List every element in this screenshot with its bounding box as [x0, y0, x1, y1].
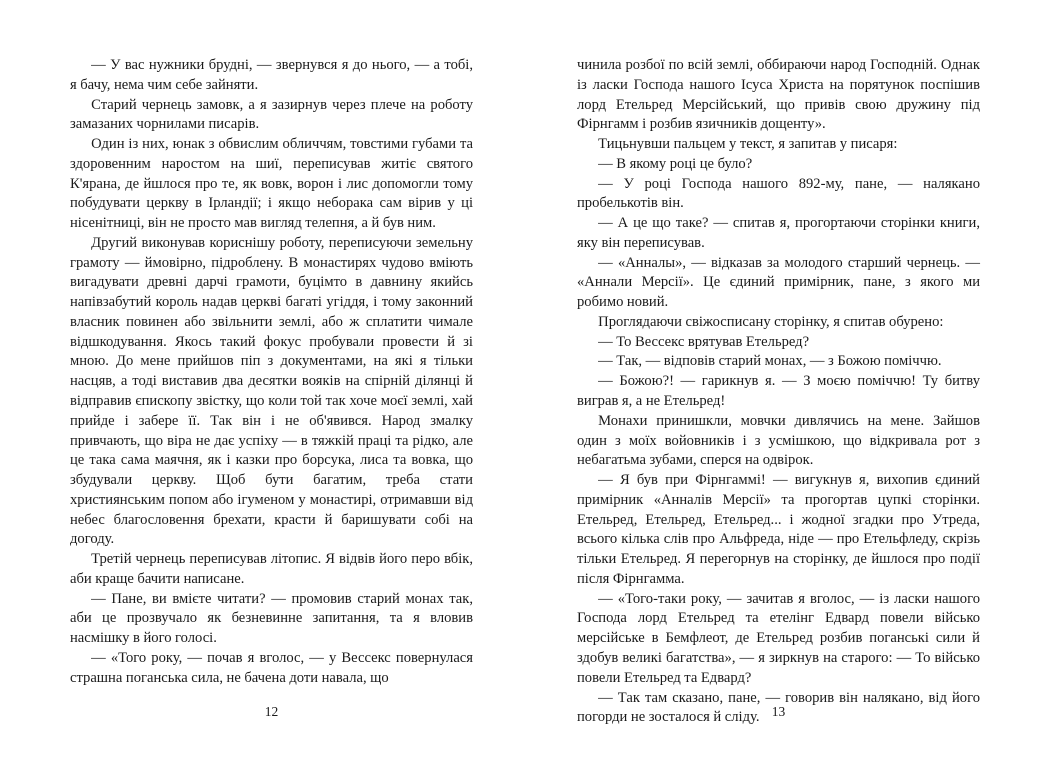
paragraph: — Божою?! — гарикнув я. — З моєю поміччю! Ту битву виграв я, а не Етельред!: [577, 373, 980, 410]
page-right-body: [577, 56, 980, 728]
paragraph: Проглядаючи свіжосписану сторінку, я спитав обурено:: [598, 313, 944, 330]
page-left: [70, 56, 525, 720]
paragraph: чинила розбої по всій землі, оббираючи народ Господній. Однак із ласки Господа нашого Ісуса Христа на порятунок поспішив лорд Етельред Мерсійський, що привів свою дружину під Фірнгамм і розбив язичників дощенту».: [577, 57, 980, 133]
paragraph: Тицьнувши пальцем у текст, я запитав у писаря:: [598, 136, 898, 153]
page-number-right: 13: [771, 704, 786, 719]
paragraph: — А це що таке? — спитав я, прогортаючи сторінки книги, яку він переписував.: [577, 215, 980, 251]
paragraph: Один із них, юнак з обвислим обличчям, товстими губами та здоровенним наростом на шиї, переписував житіє святого К'ярана, де йшлося про те, як вовк, ворон і лис допомогли тому побудувати церкву в Ірландії; і якщо неборака сам вірив у ці нісенітниці, він не просто мав вигляд телепня, а й був ним.: [70, 136, 473, 232]
paragraph: — В якому році це було?: [598, 155, 753, 172]
paragraph: — Пане, ви вмієте читати? — промовив старий монах так, аби це прозвучало як безневинне запитання, та я вловив насмішку в його голосі.: [70, 590, 473, 647]
paragraph: Монахи принишкли, мовчки дивлячись на мене. Зайшов один з моїх войовників і з усмішкою, що відкривала рот з небагатьма зубами, сперся на одвірок.: [577, 412, 980, 469]
page-number-left: 12: [264, 704, 279, 719]
paragraph: — Так, — відповів старий монах, — з Божою поміччю.: [598, 353, 942, 370]
paragraph: Другий виконував кориснішу роботу, переписуючи земельну грамоту — ймовірно, підроблену. В монастирях чудово вміють вигадувати древні дарчі грамоти, буцімто в давнину якийсь напівзабутий король надав церкві багаті угіддя, і тому законний власник повинен або звільнити землі, або ж сплатити чимале відшкодування. Якось такий фокус пробували провести й зі мною. До мене прийшов піп з документами, на які я тільки насцяв, а тоді виставив два десятки вояків на спірній ділянці й відправив єпископу звістку, що коли той так хоче моєї землі, хай прийде і забере її. Так він і не об'явився. Народ змалку привчають, що віра не дає успіху — в тяжкій праці та рідко, але це така сама маячня, як і казки про борсука, лиса та вовка, що збудували церкву. Щоб бути багатим, треба стати християнським попом або ігуменом у монастирі, отримавши від небес благословення брехати, красти й баришувати собі на догоду.: [70, 234, 473, 548]
page-left-body: [70, 56, 473, 720]
paragraph: — То Вессекс врятував Етельред?: [598, 333, 810, 350]
paragraph: — Так там сказано, пане, — говорив він налякано, від його погорди не зосталося й сліду.: [577, 689, 980, 726]
paragraph: Старий чернець замовк, а я зазирнув через плече на роботу замазаних чорнилами писарів.: [70, 96, 473, 133]
paragraph: Третій чернець переписував літопис. Я відвів його перо вбік, аби краще бачити написане.: [70, 551, 473, 587]
paragraph: — Я був при Фірнгаммі! — вигукнув я, вихопив єдиний примірник «Анналів Мерсії» та прогортав цупкі сторінки. Етельред, Етельред, Етельред... і жодної згадки про Утреда, всього кілька слів про Альфреда, ніде — про Етельфледу, скрізь тільки Етельред. Я перегорнув на сторінку, де йшлося про події після Фірнгамма.: [577, 472, 980, 587]
paragraph: — «Того-таки року, — зачитав я вголос, — із ласки нашого Господа лорд Етельред та етелінг Едвард повели військо мерсійське в Бемфлеот, де Етельред розбив поганські сили й здобув великі багатства», — я зиркнув на старого: — То військо повели Етельред та Едвард?: [577, 590, 980, 686]
paragraph: — «Того року, — почав я вголос, — у Вессекс повернулася страшна поганська сила, не бачена доти навала, що: [70, 649, 473, 686]
paragraph: — У вас нужники брудні, — звернувся я до нього, — а тобі, я бачу, нема чим себе зайняти.: [70, 57, 473, 93]
page-right: [525, 56, 980, 726]
paragraph: — У році Господа нашого 892-му, пане, — налякано пробелькотів він.: [577, 175, 980, 212]
paragraph: — «Анналы», — відказав за молодого старший чернець. — «Аннали Мерсії». Це єдиний примірник, пане, з якого ми робимо новий.: [577, 254, 980, 311]
